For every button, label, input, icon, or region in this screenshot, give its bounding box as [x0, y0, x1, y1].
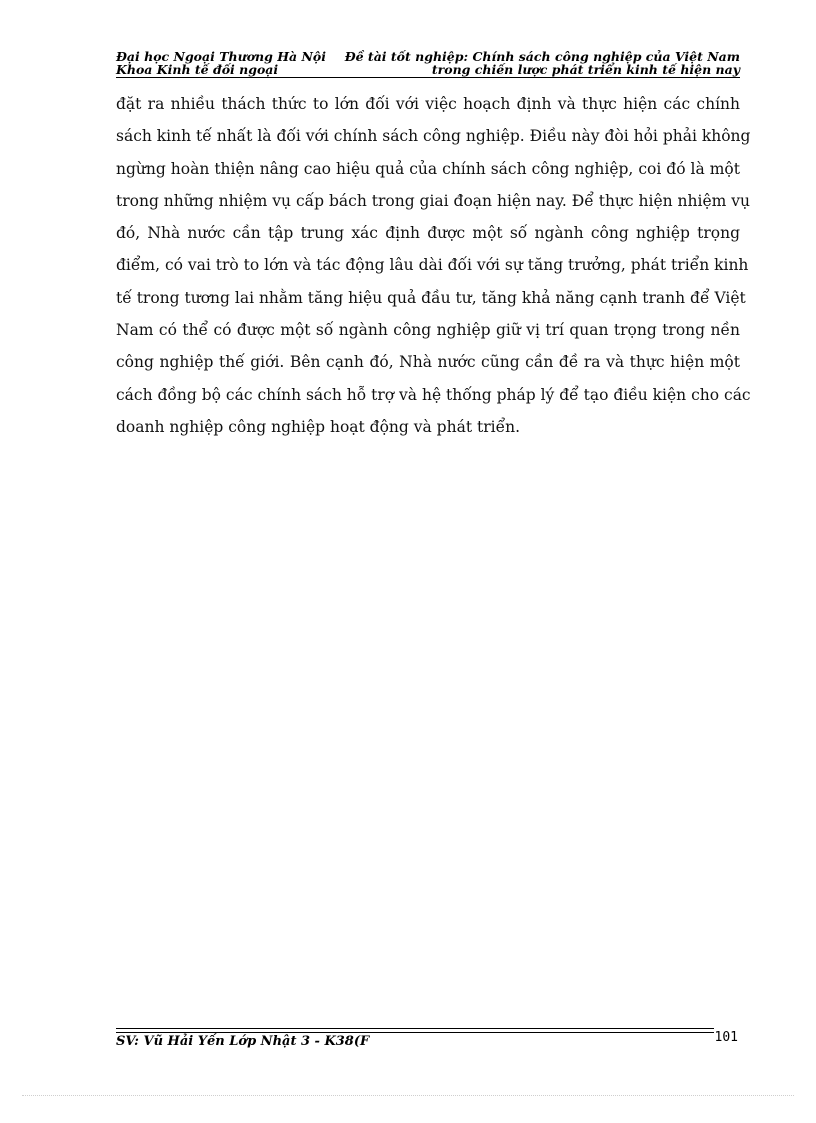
- body-line: ngừng hoàn thiện nâng cao hiệu quả của chính sách công nghiệp, coi đó là một: [116, 159, 740, 178]
- footer-rule-thin: [116, 1032, 714, 1033]
- body-line: công nghiệp thế giới. Bên cạnh đó, Nhà nước cũng cần đề ra và thực hiện một: [116, 353, 740, 372]
- body-line-last: doanh nghiệp công nghiệp hoạt động và phát triển.: [116, 417, 521, 436]
- header-rule: [116, 77, 740, 78]
- body-line: điểm, có vai trò to lớn và tác động lâu dài đối với sự tăng trưởng, phát triển kinh: [116, 256, 749, 275]
- header-university: Đại học Ngoại Thương Hà Nội: [116, 49, 326, 64]
- body-line: cách đồng bộ các chính sách hỗ trợ và hệ thống pháp lý để tạo điều kiện cho các: [116, 385, 751, 404]
- header-faculty: Khoa Kinh tế đối ngoại: [116, 62, 279, 77]
- body-line: trong những nhiệm vụ cấp bách trong giai đoạn hiện nay. Để thực hiện nhiệm vụ: [116, 191, 751, 210]
- page-header: [116, 50, 740, 80]
- page-bottom-divider: [22, 1095, 794, 1096]
- body-line: Nam có thể có được một số ngành công nghiệp giữ vị trí quan trọng trong nền: [116, 321, 740, 340]
- header-thesis-title: Đề tài tốt nghiệp: Chính sách công nghiệp của Việt Nam: [344, 49, 740, 64]
- footer-rule: [116, 1028, 714, 1029]
- page-footer: [116, 1024, 740, 1064]
- body-paragraph: [116, 88, 751, 443]
- body-line: đó, Nhà nước cần tập trung xác định được một số ngành công nghiệp trọng: [116, 224, 740, 243]
- body-line: đặt ra nhiều thách thức to lớn đối với việc hoạch định và thực hiện các chính: [116, 95, 740, 113]
- body-line: tế trong tương lai nhằm tăng hiệu quả đầu tư, tăng khả năng cạnh tranh để Việt: [116, 288, 746, 307]
- footer-author: SV: Vũ Hải Yến Lớp Nhật 3 - K38(F: [116, 1034, 370, 1049]
- body-line: sách kinh tế nhất là đối với chính sách công nghiệp. Điều này đòi hỏi phải không: [116, 127, 751, 146]
- header-thesis-subtitle: trong chiến lược phát triển kinh tế hiện nay: [431, 62, 740, 77]
- page-number: 101: [714, 1030, 738, 1045]
